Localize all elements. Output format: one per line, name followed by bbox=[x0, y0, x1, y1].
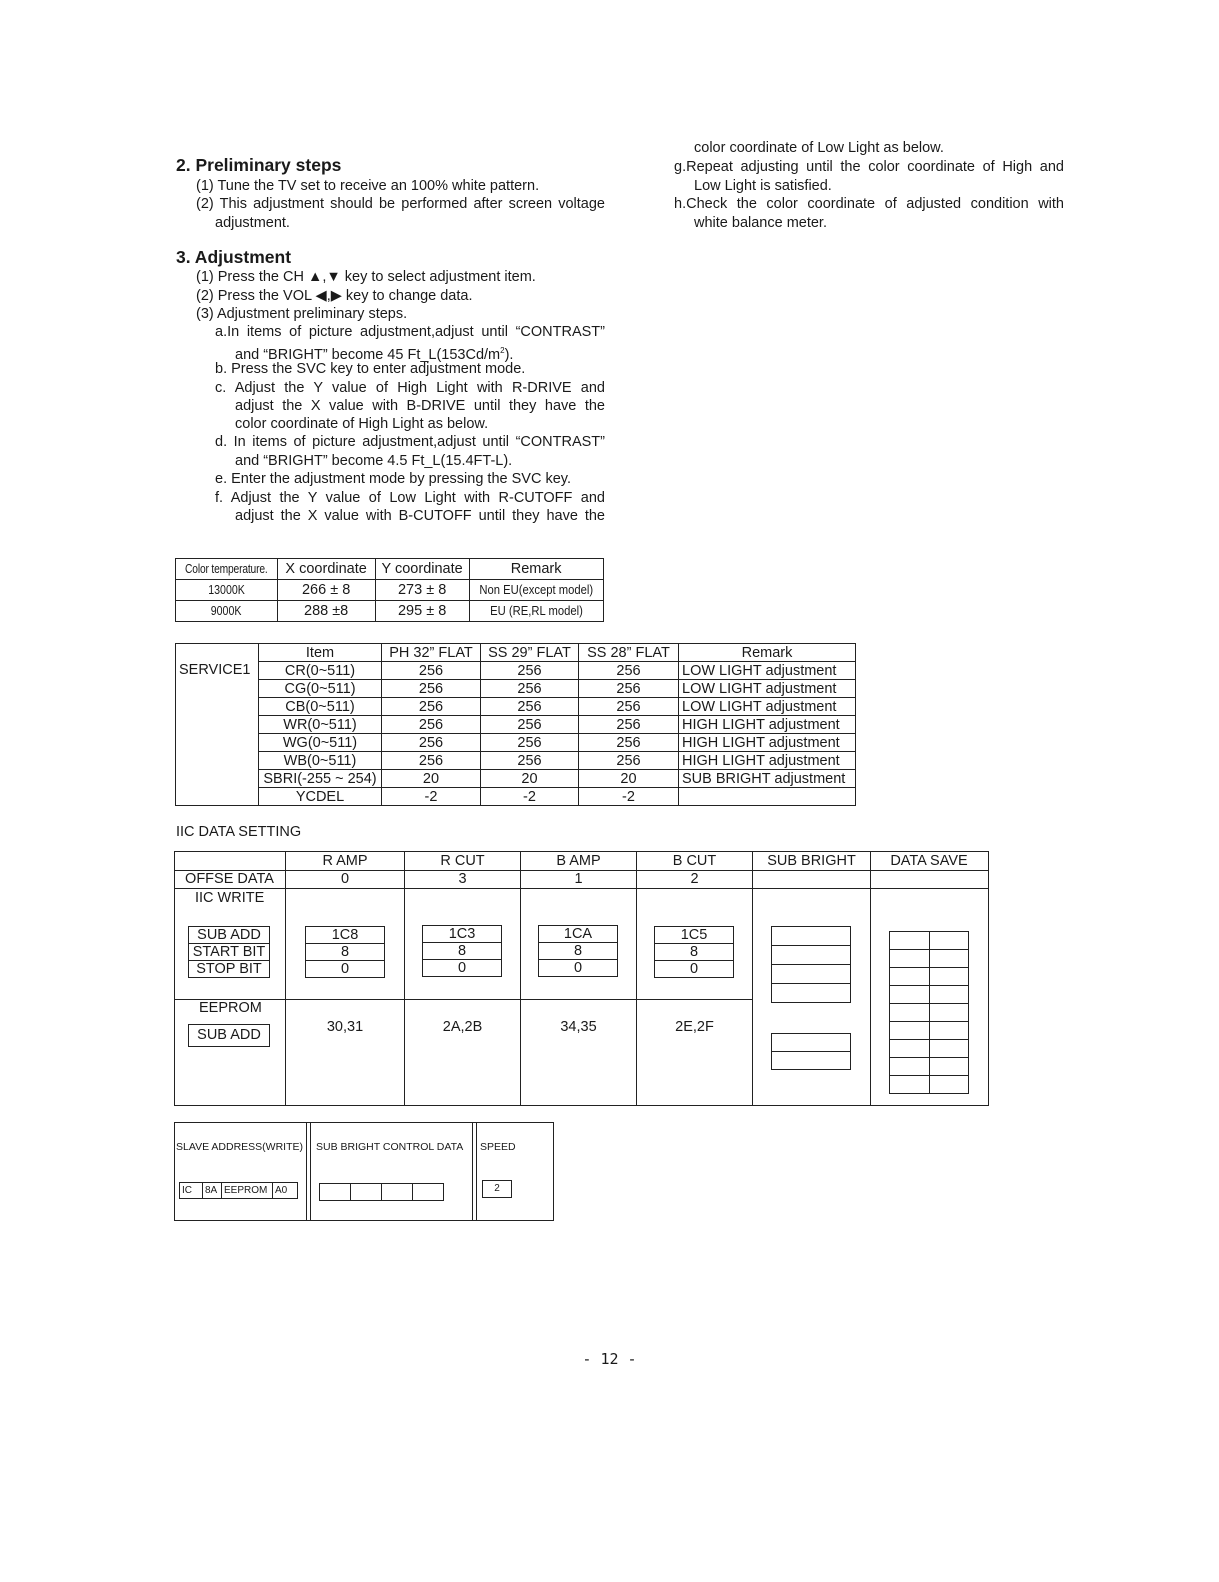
offset-label: OFFSE DATA bbox=[185, 871, 274, 887]
offset-b-cut: 2 bbox=[690, 871, 699, 887]
r-amp-write-box bbox=[305, 926, 385, 978]
cell-value: 256 bbox=[481, 662, 579, 680]
th-item: Item bbox=[259, 644, 382, 662]
table-row bbox=[176, 680, 856, 698]
cell-value: 256 bbox=[481, 752, 579, 770]
s2-item-2: (2) This adjustment should be performed after screen voltage bbox=[196, 196, 605, 212]
cell-item: SBRI(-255 ~ 254) bbox=[259, 770, 382, 788]
th-b-amp: B AMP bbox=[556, 853, 601, 869]
sub-bright-control-label: SUB BRIGHT CONTROL DATA bbox=[316, 1141, 464, 1153]
cell-x: 288 ±8 bbox=[277, 601, 375, 622]
iic-write-label: IIC WRITE bbox=[195, 890, 265, 906]
th-r-amp: R AMP bbox=[322, 853, 368, 869]
slave-address-label: SLAVE ADDRESS(WRITE) bbox=[176, 1141, 303, 1153]
s3-item-2: (2) Press the VOL ◀,▶ key to change data. bbox=[196, 288, 473, 304]
section-2-title: 2. Preliminary steps bbox=[176, 155, 342, 175]
th-color-temp: Color temperature. bbox=[185, 562, 268, 576]
cell-value: 256 bbox=[579, 734, 679, 752]
step-c-cont-1: adjust the X value with B-DRIVE until they have the bbox=[235, 398, 605, 414]
color-temperature-table bbox=[175, 558, 604, 622]
cell-value: 256 bbox=[382, 734, 481, 752]
cell-item: WG(0~511) bbox=[259, 734, 382, 752]
cell-item: WB(0~511) bbox=[259, 752, 382, 770]
triangle-right-icon: ▶ bbox=[330, 288, 342, 304]
start-bit-label: START BIT bbox=[189, 944, 270, 961]
step-f: f. Adjust the Y value of Low Light with R-CUTOFF and bbox=[215, 490, 605, 506]
triangle-left-icon: ◀ bbox=[315, 288, 327, 304]
step-c-cont-2: color coordinate of High Light as below. bbox=[235, 416, 489, 432]
triangle-down-icon: ▼ bbox=[326, 269, 341, 285]
cell-value: 256 bbox=[579, 716, 679, 734]
sub-add-label: SUB ADD bbox=[189, 927, 270, 944]
th-ss29: SS 29” FLAT bbox=[481, 644, 579, 662]
th-sub-bright: SUB BRIGHT bbox=[767, 853, 856, 869]
cell-value: -2 bbox=[481, 788, 579, 806]
th-group bbox=[176, 644, 259, 662]
iic-grid bbox=[174, 851, 988, 1105]
s3-item-1: (1) Press the CH ▲,▼ key to select adjustment item. bbox=[196, 269, 536, 285]
step-f-cont: adjust the X value with B-CUTOFF until they have the bbox=[235, 508, 605, 524]
step-h-cont: white balance meter. bbox=[694, 215, 827, 231]
s3-item-2-pre: (2) Press the VOL bbox=[196, 288, 312, 304]
stop-bit-label: STOP BIT bbox=[189, 961, 270, 978]
b-amp-start-bit: 8 bbox=[539, 943, 618, 960]
cell-value: 256 bbox=[579, 662, 679, 680]
cell-value: 256 bbox=[579, 752, 679, 770]
step-a: a.In items of picture adjustment,adjust until “CONTRAST” bbox=[215, 324, 605, 340]
step-e: e. Enter the adjustment mode by pressing the SVC key. bbox=[215, 471, 571, 487]
cell-value: -2 bbox=[382, 788, 481, 806]
th-remark: Remark bbox=[469, 559, 603, 580]
r-cut-start-bit: 8 bbox=[423, 943, 502, 960]
cell-item: CR(0~511) bbox=[259, 662, 382, 680]
speed-value: 2 bbox=[482, 1180, 512, 1198]
step-d: d. In items of picture adjustment,adjust until “CONTRAST” bbox=[215, 434, 605, 450]
b-cut-stop-bit: 0 bbox=[655, 961, 734, 978]
cell-value: 256 bbox=[382, 680, 481, 698]
cell-item: YCDEL bbox=[259, 788, 382, 806]
table-row bbox=[176, 788, 856, 806]
slave-cell-ic: IC bbox=[180, 1183, 203, 1199]
cell-x: 266 ± 8 bbox=[277, 580, 375, 601]
cell-value: 256 bbox=[382, 716, 481, 734]
r-amp-start-bit: 8 bbox=[306, 944, 385, 961]
page-number: - 12 - bbox=[582, 1350, 637, 1368]
cell-value: 256 bbox=[481, 716, 579, 734]
slave-cell-a0: A0 bbox=[273, 1183, 298, 1199]
r-amp-stop-bit: 0 bbox=[306, 961, 385, 978]
slave-address-box bbox=[174, 1122, 554, 1221]
b-cut-sub-add: 1C5 bbox=[655, 927, 734, 944]
slave-cell-8a: 8A bbox=[203, 1183, 222, 1199]
cell-value: 256 bbox=[481, 734, 579, 752]
cell-value: 256 bbox=[579, 698, 679, 716]
th-b-cut: B CUT bbox=[672, 853, 717, 869]
th-ph32: PH 32” FLAT bbox=[382, 644, 481, 662]
slave-cells bbox=[179, 1182, 298, 1199]
offset-r-amp: 0 bbox=[340, 871, 350, 887]
slave-cell-eeprom: EEPROM bbox=[222, 1183, 273, 1199]
cell-value: 256 bbox=[481, 698, 579, 716]
th-data-save: DATA SAVE bbox=[890, 853, 968, 869]
cell-remark: LOW LIGHT adjustment bbox=[679, 662, 856, 680]
cell-value: 256 bbox=[579, 680, 679, 698]
superscript-2: 2 bbox=[500, 346, 505, 355]
step-h: h.Check the color coordinate of adjusted condition with bbox=[674, 196, 1064, 212]
cell-remark: Non EU(except model) bbox=[479, 583, 594, 597]
th-x: X coordinate bbox=[277, 559, 375, 580]
speed-label: SPEED bbox=[480, 1141, 516, 1153]
cell-remark: HIGH LIGHT adjustment bbox=[679, 734, 856, 752]
th-r-cut: R CUT bbox=[440, 853, 485, 869]
service-table bbox=[175, 643, 856, 806]
b-cut-start-bit: 8 bbox=[655, 944, 734, 961]
eeprom-b-amp: 34,35 bbox=[560, 1019, 597, 1035]
table-row bbox=[176, 601, 604, 622]
triangle-up-icon: ▲ bbox=[308, 269, 323, 285]
table-row bbox=[176, 662, 856, 680]
sub-bright-control-cells bbox=[319, 1183, 444, 1201]
r-cut-write-box bbox=[422, 925, 502, 977]
cell-value: 20 bbox=[481, 770, 579, 788]
cell-item: CG(0~511) bbox=[259, 680, 382, 698]
right-line-1: color coordinate of Low Light as below. bbox=[694, 140, 944, 156]
step-b: b. Press the SVC key to enter adjustment mode. bbox=[215, 361, 526, 377]
s2-item-2-cont: adjustment. bbox=[215, 215, 290, 231]
cell-remark: EU (RE,RL model) bbox=[489, 604, 583, 618]
cell-remark: LOW LIGHT adjustment bbox=[679, 698, 856, 716]
eeprom-r-amp: 30,31 bbox=[326, 1019, 364, 1035]
service1-label: SERVICE1 bbox=[176, 662, 259, 806]
step-a-cont-text: and “BRIGHT” become 45 Ft_L(153Cd/m bbox=[235, 346, 501, 363]
iic-title: IIC DATA SETTING bbox=[176, 824, 302, 840]
offset-b-amp: 1 bbox=[574, 871, 583, 887]
cell-value: 256 bbox=[382, 698, 481, 716]
step-c: c. Adjust the Y value of High Light with R-DRIVE and bbox=[215, 380, 605, 396]
cell-value: 256 bbox=[382, 752, 481, 770]
cell-remark: HIGH LIGHT adjustment bbox=[679, 716, 856, 734]
cell-remark: SUB BRIGHT adjustment bbox=[679, 770, 856, 788]
th-ss28: SS 28” FLAT bbox=[579, 644, 679, 662]
r-cut-sub-add: 1C3 bbox=[423, 926, 502, 943]
section-3-title: 3. Adjustment bbox=[176, 247, 292, 267]
eeprom-label: EEPROM bbox=[199, 1000, 262, 1016]
sub-bright-eeprom-box bbox=[771, 1033, 851, 1070]
eeprom-b-cut: 2E,2F bbox=[675, 1019, 714, 1035]
step-g: g.Repeat adjusting until the color coordinate of High and bbox=[674, 159, 1064, 175]
cell-remark: HIGH LIGHT adjustment bbox=[679, 752, 856, 770]
s3-item-1-pre: (1) Press the CH bbox=[196, 269, 304, 285]
cell-value: 256 bbox=[481, 680, 579, 698]
cell-remark bbox=[679, 788, 856, 806]
write-labels-box bbox=[188, 926, 270, 978]
b-cut-write-box bbox=[654, 926, 734, 978]
th-remark: Remark bbox=[679, 644, 856, 662]
eeprom-r-cut: 2A,2B bbox=[442, 1019, 483, 1035]
step-a-cont-end: ). bbox=[504, 346, 514, 363]
eeprom-sub-add-label: SUB ADD bbox=[188, 1024, 270, 1047]
data-save-grid bbox=[889, 931, 969, 1094]
table-row bbox=[176, 752, 856, 770]
th-y: Y coordinate bbox=[375, 559, 469, 580]
r-amp-sub-add: 1C8 bbox=[306, 927, 385, 944]
r-cut-stop-bit: 0 bbox=[423, 960, 502, 977]
table-row bbox=[176, 770, 856, 788]
table-row bbox=[176, 580, 604, 601]
table-row bbox=[176, 716, 856, 734]
b-amp-sub-add: 1CA bbox=[539, 926, 618, 943]
step-d-cont: and “BRIGHT” become 4.5 Ft_L(15.4FT-L). bbox=[235, 453, 513, 469]
b-amp-write-box bbox=[538, 925, 618, 977]
cell-temp: 9000K bbox=[210, 604, 242, 618]
cell-item: WR(0~511) bbox=[259, 716, 382, 734]
offset-r-cut: 3 bbox=[458, 871, 467, 887]
cell-item: CB(0~511) bbox=[259, 698, 382, 716]
cell-y: 273 ± 8 bbox=[375, 580, 469, 601]
table-row bbox=[176, 698, 856, 716]
cell-value: 256 bbox=[382, 662, 481, 680]
b-amp-stop-bit: 0 bbox=[539, 960, 618, 977]
s3-item-3: (3) Adjustment preliminary steps. bbox=[196, 306, 408, 322]
cell-value: 20 bbox=[382, 770, 481, 788]
cell-y: 295 ± 8 bbox=[375, 601, 469, 622]
step-g-cont: Low Light is satisfied. bbox=[694, 178, 832, 194]
s2-item-1: (1) Tune the TV set to receive an 100% white pattern. bbox=[196, 178, 540, 194]
table-row bbox=[176, 734, 856, 752]
sub-bright-write-box bbox=[771, 926, 851, 1003]
s3-item-2-post: key to change data. bbox=[345, 288, 473, 304]
cell-value: -2 bbox=[579, 788, 679, 806]
cell-value: 20 bbox=[579, 770, 679, 788]
cell-temp: 13000K bbox=[207, 583, 245, 597]
s3-item-1-post: key to select adjustment item. bbox=[344, 269, 536, 285]
cell-remark: LOW LIGHT adjustment bbox=[679, 680, 856, 698]
